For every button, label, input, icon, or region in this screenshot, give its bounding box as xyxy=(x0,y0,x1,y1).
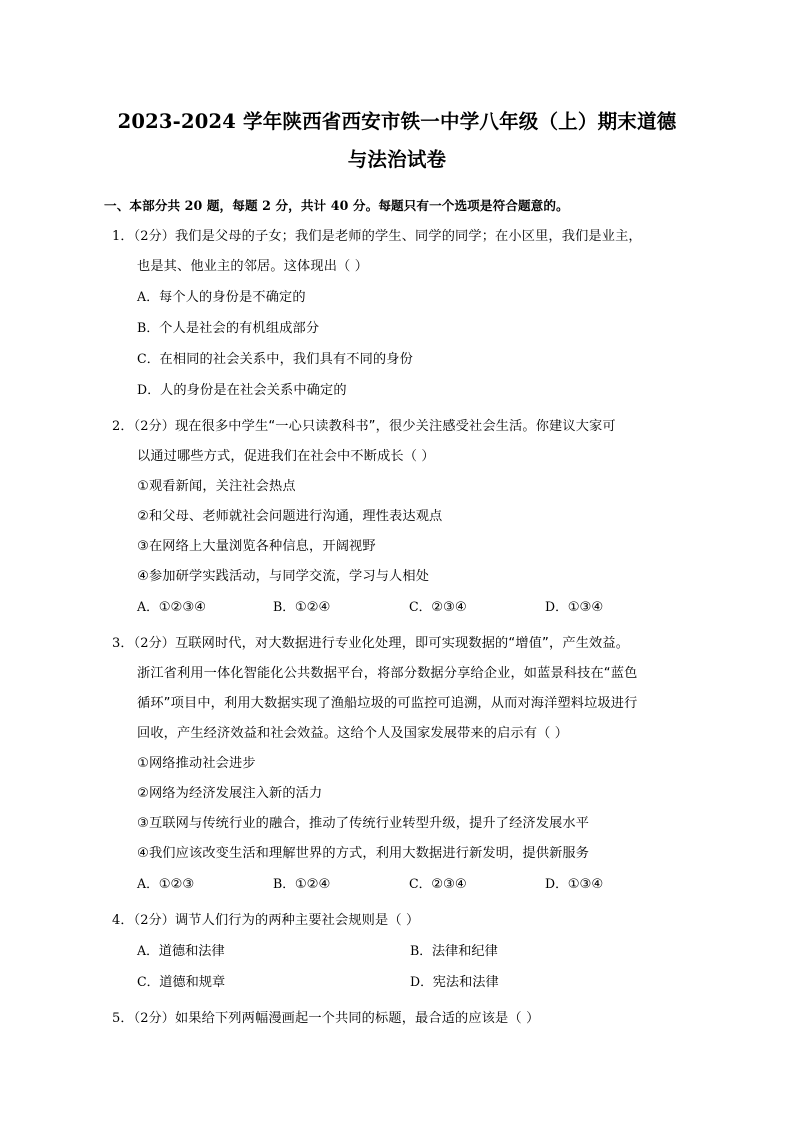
question-2-statement-3: ③在网络上大量浏览各种信息，开阔视野 xyxy=(137,539,376,554)
question-3-choice-d[interactable] xyxy=(545,869,681,900)
question-4-stem-line-1 xyxy=(104,906,690,936)
question-3-choices xyxy=(104,869,690,900)
question-2-choice-c[interactable] xyxy=(409,592,545,623)
question-3-stem-text-4: 回收，产生经济效益和社会效益。这给个人及国家发展带来的启示有（ ） xyxy=(137,726,569,741)
question-1-option-d[interactable] xyxy=(104,375,690,406)
question-1 xyxy=(104,222,690,406)
question-2-choice-d-text: ①③④ xyxy=(567,600,604,615)
question-3-choice-c-label: C． xyxy=(409,876,432,891)
question-1-option-c-text: 在相同的社会关系中，我们具有不同的身份 xyxy=(159,352,413,367)
question-4-option-b-text: 法律和纪律 xyxy=(431,944,498,959)
question-2-statement-1: ①观看新闻，关注社会热点 xyxy=(137,479,296,494)
question-4-option-d-text: 宪法和法律 xyxy=(432,975,499,990)
question-4-option-d-label: D． xyxy=(410,974,433,989)
question-3-choice-c[interactable] xyxy=(409,869,545,900)
question-4-option-a-text: 道德和法律 xyxy=(158,944,225,959)
question-2-choice-b-text: ①②④ xyxy=(294,600,331,615)
question-3-statement-4: ④我们应该改变生活和理解世界的方式，利用大数据进行新发明，提供新服务 xyxy=(137,846,590,861)
question-5-stem-line-1 xyxy=(104,1004,690,1034)
question-3-choice-a[interactable] xyxy=(137,869,273,900)
question-3-choice-a-text: ①②③ xyxy=(158,877,195,892)
question-2-number: 2． xyxy=(112,419,134,434)
question-3-stem-text-3: 循环”项目中，利用大数据实现了渔船垃圾的可监控可追溯，从而对海洋塑料垃圾进行 xyxy=(137,696,638,711)
question-2-statement-4: ④参加研学实践活动，与同学交流，学习与人相处 xyxy=(137,569,430,584)
question-5-number: 5． xyxy=(112,1011,134,1026)
question-3-number: 3． xyxy=(112,636,134,651)
question-1-option-b-label: B． xyxy=(137,320,160,335)
question-4-option-b[interactable] xyxy=(410,936,683,967)
question-2-stem-text-1: 现在很多中学生“一心只读教科书”，很少关注感受社会生活。你建议大家可 xyxy=(174,419,616,434)
question-2-choice-a[interactable] xyxy=(137,592,273,623)
question-2-choices xyxy=(104,592,690,623)
question-1-score: （2分） xyxy=(133,229,175,244)
question-2-choice-b-label: B． xyxy=(273,599,295,614)
question-4-options-row-1 xyxy=(104,936,690,967)
question-3-choice-d-label: D． xyxy=(545,876,568,891)
question-2-statement-2: ②和父母、老师就社会问题进行沟通，理性表达观点 xyxy=(137,509,443,524)
question-5 xyxy=(104,1004,690,1034)
question-3-stem-line-2 xyxy=(104,659,690,689)
question-5-score: （2分） xyxy=(133,1011,175,1026)
question-2-stem-line-1 xyxy=(104,412,690,442)
question-3-score: （2分） xyxy=(133,636,175,651)
question-2-choice-a-text: ①②③④ xyxy=(158,600,206,615)
question-1-option-a[interactable] xyxy=(104,282,690,313)
question-3-choice-d-text: ①③④ xyxy=(567,877,604,892)
question-1-stem-text-1: 我们是父母的子女；我们是老师的学生、同学的同学；在小区里，我们是业主， xyxy=(174,229,642,244)
question-4-number: 4． xyxy=(112,913,134,928)
question-3-statement-2: ②网络为经济发展注入新的活力 xyxy=(137,786,323,801)
question-2-choice-b[interactable] xyxy=(273,592,409,623)
question-3-choice-b-text: ①②④ xyxy=(294,877,331,892)
question-4-option-c[interactable] xyxy=(137,967,410,998)
question-4-stem-text-1: 调节人们行为的两种主要社会规则是（ ） xyxy=(174,913,420,928)
document-body xyxy=(104,103,690,1034)
section-heading: 一、本部分共 20 题，每题 2 分，共计 40 分。每题只有一个选项是符合题意的。 xyxy=(104,198,569,213)
question-3-choice-b[interactable] xyxy=(273,869,409,900)
question-1-option-b-text: 个人是社会的有机组成部分 xyxy=(159,321,320,336)
question-1-stem-text-2: 也是其、他业主的邻居。这体现出（ ） xyxy=(137,259,369,274)
question-4-option-a[interactable] xyxy=(137,936,410,967)
question-4-option-c-text: 道德和规章 xyxy=(159,975,226,990)
question-2-choice-c-label: C． xyxy=(409,599,432,614)
page-title: 2023-2024 学年陕西省西安市铁一中学八年级（上）期末道德与法治试卷 xyxy=(117,110,677,171)
question-1-option-c[interactable] xyxy=(104,344,690,375)
question-2-choice-d-label: D． xyxy=(545,599,568,614)
question-3-stem-text-1: 互联网时代，对大数据进行专业化处理，即可实现数据的“增值”，产生效益。 xyxy=(174,636,630,651)
question-3-stem-text-2: 浙江省利用一体化智能化公共数据平台，将部分数据分享给企业，如蓝景科技在“蓝色 xyxy=(137,666,638,681)
question-3-statement-3: ③互联网与传统行业的融合，推动了传统行业转型升级，提升了经济发展水平 xyxy=(137,816,590,831)
question-1-option-b[interactable] xyxy=(104,313,690,344)
question-1-stem-line-2 xyxy=(104,252,690,282)
question-4-option-b-label: B． xyxy=(410,943,432,958)
question-5-stem-text-1: 如果给下列两幅漫画起一个共同的标题，最合适的应该是（ ） xyxy=(174,1011,540,1026)
question-2-stem-text-2: 以通过哪些方式，促进我们在社会中不断成长（ ） xyxy=(137,449,435,464)
question-2-stem-line-2 xyxy=(104,442,690,472)
question-3-statement-1: ①网络推动社会进步 xyxy=(137,756,256,771)
question-3-choice-c-text: ②③④ xyxy=(431,877,467,892)
question-4-options-row-2 xyxy=(104,967,690,998)
question-4-score: （2分） xyxy=(133,913,175,928)
question-4-option-d[interactable] xyxy=(410,967,683,998)
question-4-option-c-label: C． xyxy=(137,974,160,989)
question-3-stem-line-4 xyxy=(104,719,690,749)
question-1-option-a-label: A． xyxy=(137,289,159,304)
question-3-stem-line-3 xyxy=(104,689,690,719)
question-2-score: （2分） xyxy=(133,419,175,434)
question-2-choice-d[interactable] xyxy=(545,592,681,623)
question-1-option-a-text: 每个人的身份是不确定的 xyxy=(159,290,306,305)
question-1-number: 1． xyxy=(112,229,134,244)
question-4 xyxy=(104,906,690,998)
question-2-choice-c-text: ②③④ xyxy=(431,600,467,615)
question-1-stem-line-1 xyxy=(104,222,690,252)
question-2 xyxy=(104,412,690,623)
question-1-option-d-label: D． xyxy=(137,382,160,397)
question-3-choice-a-label: A． xyxy=(137,876,159,891)
question-2-choice-a-label: A． xyxy=(137,599,159,614)
question-3-choice-b-label: B． xyxy=(273,876,295,891)
question-1-option-c-label: C． xyxy=(137,351,160,366)
question-3-stem-line-1 xyxy=(104,629,690,659)
question-3 xyxy=(104,629,690,900)
question-4-option-a-label: A． xyxy=(137,943,159,958)
question-1-option-d-text: 人的身份是在社会关系中确定的 xyxy=(160,383,347,398)
